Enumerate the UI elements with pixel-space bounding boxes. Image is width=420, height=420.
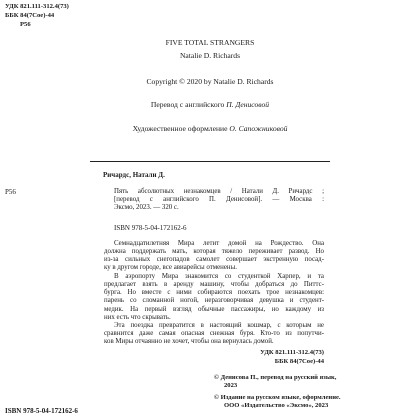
- author-mark-2: Р56: [5, 188, 16, 196]
- annotation-paragraph-1: [104, 240, 324, 273]
- annotation-line: предлагает взять в аренду машину, чтобы добраться до Питтс-: [104, 281, 324, 289]
- copyright-translation: © Денисова П., перевод на русский язык,: [214, 374, 337, 381]
- annotation-line: В аэропорту Мира знакомится со студенткой Харпер, и та: [114, 273, 324, 280]
- biblio-line: [перевод с английского П. Денисовой]. — Москва :: [114, 196, 324, 204]
- annotation-line: сравнится даже самая опасная снежная буря. Кто-то из попутчи-: [104, 330, 324, 338]
- copyright-design: © Издание на русском языке, оформление.: [214, 394, 341, 401]
- translation-prefix: Перевод с английского: [150, 100, 225, 109]
- original-author: Natalie D. Richards: [179, 51, 241, 60]
- original-title: FIVE TOTAL STRANGERS: [165, 38, 255, 47]
- annotation-line: должна поддержать мать, которая тяжело переживает развод. Но: [104, 248, 324, 256]
- annotation-line: из-за сильных снегопадов самолет совершает экстренную посад-: [104, 256, 324, 264]
- annotation-line: них есть что скрывать.: [104, 313, 171, 321]
- annotation-paragraph-2: [104, 273, 324, 322]
- annotation-line: Семнадцатилетняя Мира летит домой на Рождество. Она: [114, 240, 324, 247]
- isbn-bottom: ISBN 978-5-04-172162-6: [5, 407, 78, 415]
- udk-code: УДК 821.111-312.4(73): [5, 3, 69, 10]
- translator-name: П. Денисовой: [226, 100, 270, 109]
- annotation-line: ку в другом городе, все авиарейсы отменены.: [104, 264, 237, 272]
- section-divider: [90, 161, 330, 162]
- bbk-code: ББК 84(7Сое)-44: [5, 12, 55, 19]
- artist-name: О. Сапожниковой: [229, 124, 288, 133]
- author-mark: Р56: [20, 21, 31, 28]
- art-prefix: Художественное оформление: [132, 124, 228, 133]
- annotation-line: Эта поездка превратится в настоящий кошмар, с которым не: [114, 322, 324, 329]
- biblio-line: Эксмо, 2023. — 320 с.: [114, 204, 179, 212]
- annotation-line: ков Миры отчаянно не хочет, чтобы она вернулась домой.: [104, 338, 274, 346]
- translation-credit: [0, 100, 420, 109]
- annotation-paragraph-3: [104, 322, 324, 346]
- copyright-translation-year: 2023: [224, 382, 238, 389]
- copyright-original: Copyright © 2020 by Natalie D. Richards: [146, 77, 274, 86]
- isbn-record: ISBN 978-5-04-172162-6: [114, 224, 187, 232]
- bibliographic-record: [114, 188, 324, 212]
- copyright-publisher: ООО «Издательство «Эксмо», 2023: [224, 402, 329, 409]
- annotation-line: бурга. Но вместе с ними собираются поехать трое незнакомцев:: [104, 289, 324, 297]
- annotation-line: медик. На первый взгляд обычные пассажиры, но каждому из: [104, 305, 324, 313]
- author-heading: Ричардс, Натали Д.: [103, 171, 165, 179]
- udk-code-2: УДК 821.111-312.4(73): [260, 349, 324, 356]
- annotation-line: парень со сломанной ногой, неразговорчивая девушка и студент-: [104, 297, 324, 305]
- bbk-code-2: ББК 84(7Сое)-44: [274, 358, 324, 365]
- biblio-line: Пять абсолютных незнакомцев / Натали Д. Ричардс ;: [114, 188, 324, 195]
- art-credit: [0, 124, 420, 133]
